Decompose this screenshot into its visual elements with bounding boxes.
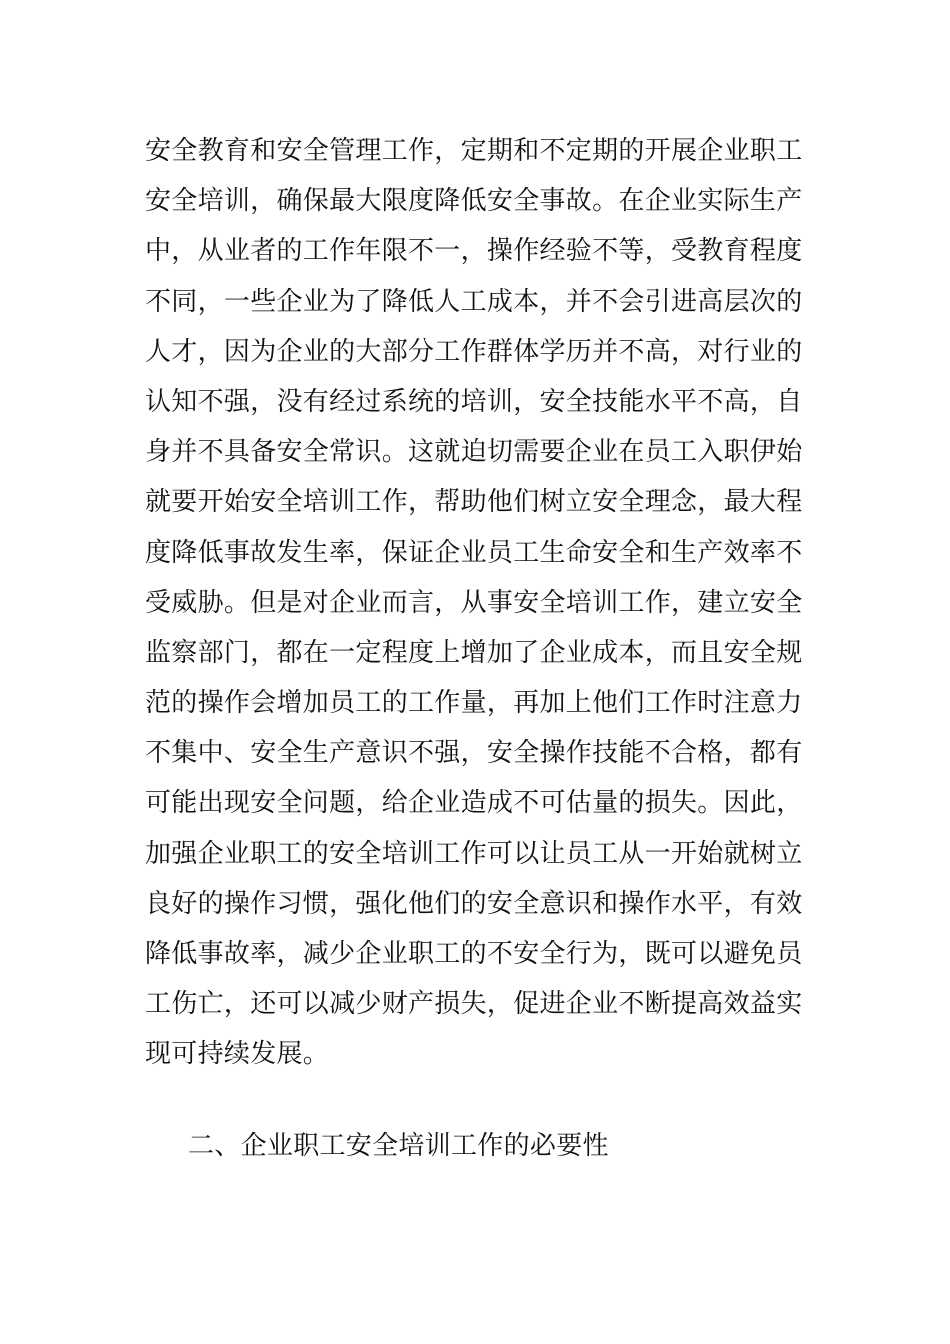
paragraph-line: 加强企业职工的安全培训工作可以让员工从一开始就树立 xyxy=(145,838,803,869)
paragraph-line: 范的操作会增加员工的工作量，再加上他们工作时注意力 xyxy=(145,688,803,719)
paragraph-line: 工伤亡，还可以减少财产损失，促进企业不断提高效益实 xyxy=(145,989,803,1020)
paragraph-line: 安全培训，确保最大限度降低安全事故。在企业实际生产 xyxy=(145,186,803,217)
paragraph-line: 中，从业者的工作年限不一，操作经验不等，受教育程度 xyxy=(145,236,803,267)
paragraph-line: 人才，因为企业的大部分工作群体学历并不高，对行业的 xyxy=(145,336,803,367)
paragraph-line: 安全教育和安全管理工作，定期和不定期的开展企业职工 xyxy=(145,136,803,166)
paragraph-line: 不同，一些企业为了降低人工成本，并不会引进高层次的 xyxy=(145,286,803,317)
paragraph-line: 认知不强，没有经过系统的培训，安全技能水平不高，自 xyxy=(145,386,803,417)
paragraph-line: 良好的操作习惯，强化他们的安全意识和操作水平，有效 xyxy=(145,888,803,919)
paragraph-line: 可能出现安全问题，给企业造成不可估量的损失。因此， xyxy=(145,788,803,819)
paragraph-line: 降低事故率，减少企业职工的不安全行为，既可以避免员 xyxy=(145,939,803,969)
paragraph-line: 受威胁。但是对企业而言，从事安全培训工作，建立安全 xyxy=(145,587,803,618)
paragraph-line: 监察部门，都在一定程度上增加了企业成本，而且安全规 xyxy=(145,637,803,668)
section-heading: 二、企业职工安全培训工作的必要性 xyxy=(188,1131,609,1161)
paragraph-line: 就要开始安全培训工作，帮助他们树立安全理念，最大程 xyxy=(145,487,803,518)
paragraph-line: 度降低事故发生率，保证企业员工生命安全和生产效率不 xyxy=(145,537,803,568)
paragraph-line: 不集中、安全生产意识不强，安全操作技能不合格，都有 xyxy=(145,738,803,769)
body-paragraph xyxy=(145,126,815,1080)
paragraph-line: 身并不具备安全常识。这就迫切需要企业在员工入职伊始 xyxy=(145,437,803,468)
paragraph-line: 现可持续发展。 xyxy=(145,1039,330,1070)
